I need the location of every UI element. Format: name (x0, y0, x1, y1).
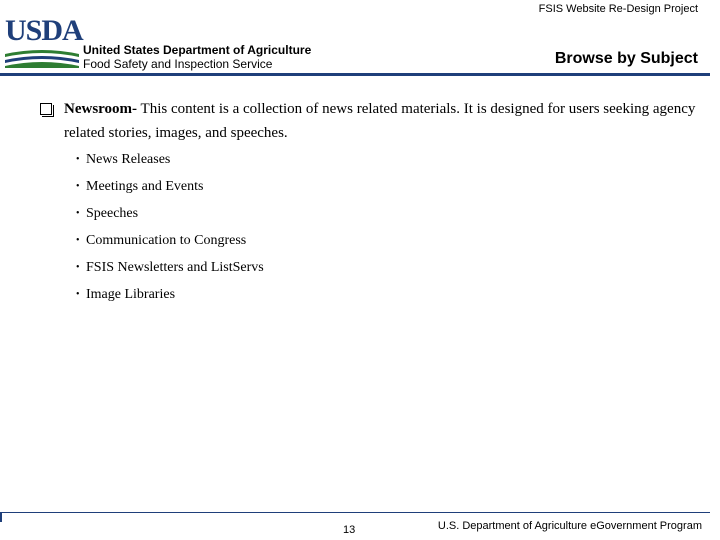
project-title: FSIS Website Re-Design Project (538, 3, 698, 15)
usda-logo (5, 14, 83, 74)
list-item-label: News Releases (86, 152, 171, 167)
section-text (64, 97, 712, 145)
list-item (76, 227, 264, 254)
list-item (76, 146, 264, 173)
list-item-label: FSIS Newsletters and ListServs (86, 260, 264, 275)
section-label: Newsroom- (64, 101, 138, 117)
usda-logo-field-icon (5, 48, 79, 68)
bullet-icon: • (76, 262, 80, 273)
list-item-label: Speeches (86, 206, 139, 221)
bullet-icon: • (76, 208, 80, 219)
footer-divider (0, 512, 710, 513)
newsroom-section (42, 97, 712, 145)
list-item-label: Meetings and Events (86, 179, 204, 194)
page-heading: Browse by Subject (554, 50, 698, 67)
list-item (76, 281, 264, 308)
list-item (76, 173, 264, 200)
header-divider (0, 73, 710, 76)
bullet-icon: • (76, 154, 80, 165)
org-subtitle: Food Safety and Inspection Service (83, 57, 273, 71)
bullet-icon: • (76, 181, 80, 192)
list-item-label: Communication to Congress (86, 233, 247, 248)
bullet-icon: • (76, 289, 80, 300)
list-item-label: Image Libraries (86, 287, 176, 302)
page-number: 13 (343, 524, 356, 536)
footer-org: U.S. Department of Agriculture eGovernment Program (437, 520, 702, 532)
list-item (76, 254, 264, 281)
usda-logo-text: USDA (5, 14, 83, 47)
bullet-icon: • (76, 235, 80, 246)
footer-divider-tick (0, 512, 2, 522)
list-item (76, 200, 264, 227)
section-description: This content is a collection of news related materials. It is designed for users seeking agency related stories, images, and speeches. (64, 101, 696, 141)
checkbox-bullet-icon (40, 103, 52, 115)
org-name: United States Department of Agriculture (83, 43, 312, 57)
newsroom-items (76, 146, 264, 308)
